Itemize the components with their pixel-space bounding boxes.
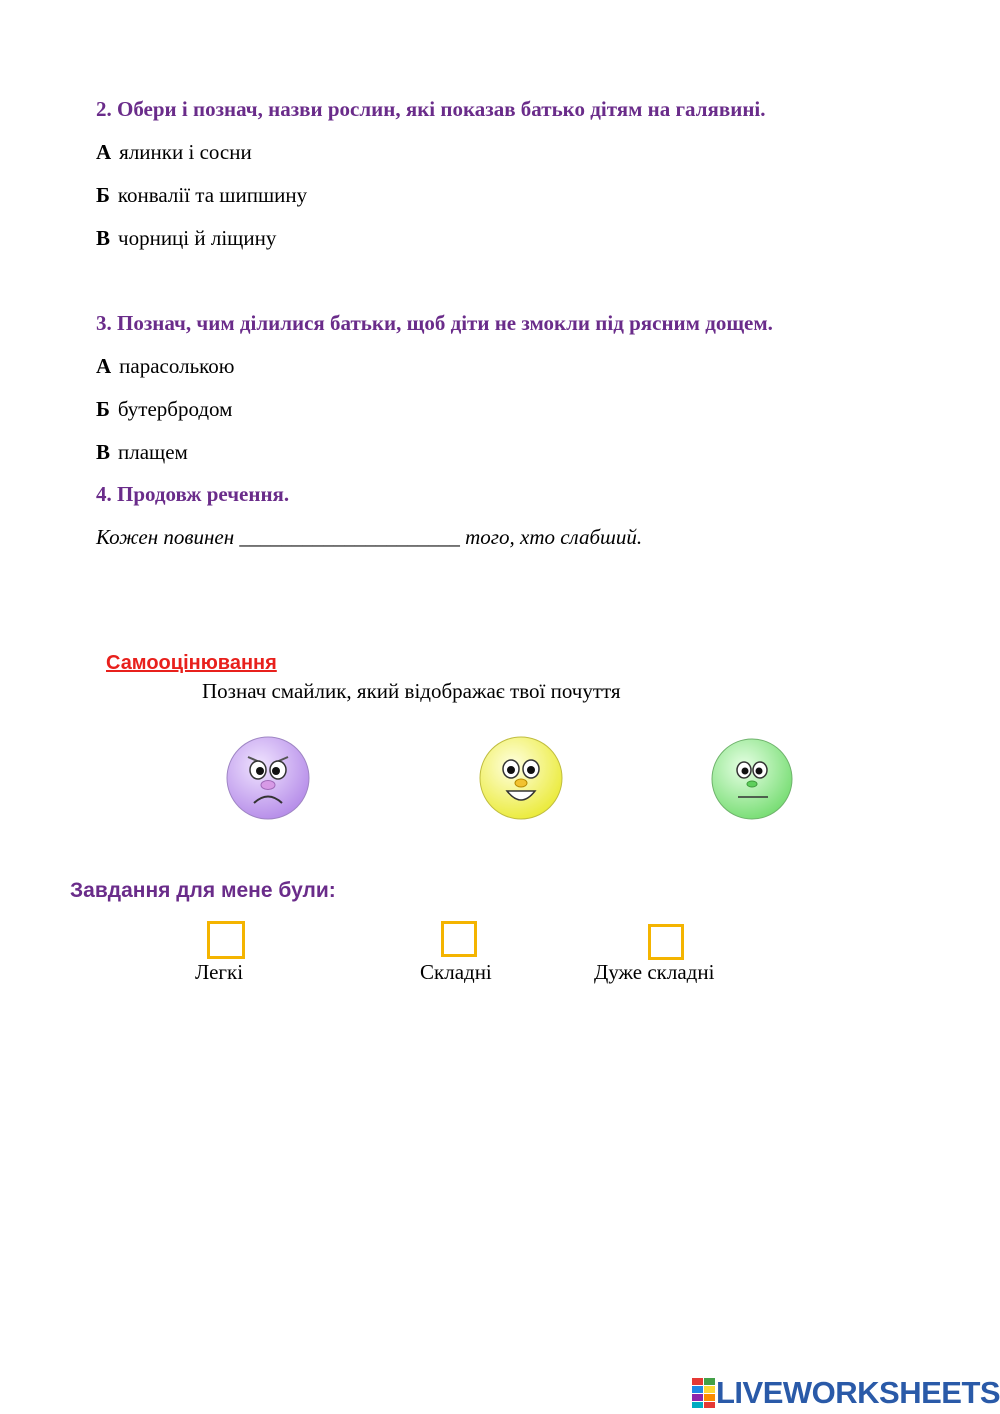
sad-smiley[interactable] [224,735,314,823]
self-assessment-instruction: Познач смайлик, який відображає твої почуття [202,679,621,703]
liveworksheets-logo [692,1375,1000,1411]
option-text: чорниці й ліщину [118,226,277,250]
question-2-title: 2. Обери і познач, назви рослин, які показав батько дітям на галявині. [96,97,766,121]
option-text: конвалії та шипшину [117,183,308,207]
difficult-checkbox[interactable] [441,921,477,957]
option-letter: В [96,226,111,250]
option-letter: В [96,440,111,464]
q2-option-a[interactable] [96,140,252,165]
q3-option-b[interactable] [96,397,232,422]
q3-option-c[interactable] [96,440,188,465]
option-letter: Б [96,397,110,421]
answer-blank[interactable]: _____________________ [239,525,460,549]
question-4-title: 4. Продовж речення. [96,482,290,506]
option-text: парасолькою [119,354,235,378]
q2-option-c[interactable] [96,226,276,251]
q2-option-b[interactable] [96,183,307,208]
option-text: плащем [118,440,188,464]
difficulty-title: Завдання для мене були: [70,879,336,902]
very-difficult-checkbox[interactable] [648,924,684,960]
question-3-title: 3. Познач, чим ділилися батьки, щоб діти не змокли під рясним дощем. [96,311,773,335]
sentence-completion [96,525,642,550]
option-letter: А [96,140,112,164]
sentence-end: того, хто слабший. [465,525,643,549]
neutral-smiley[interactable] [710,737,796,823]
q3-option-a[interactable] [96,354,234,379]
logo-text: LIVEWORKSHEETS [716,1375,1000,1410]
option-text: ялинки і сосни [119,140,252,164]
option-letter: Б [96,183,110,207]
easy-label: Легкі [195,960,244,984]
sentence-start: Кожен повинен [96,525,235,549]
liveworksheets-logo-icon [692,1378,716,1408]
difficult-label: Складні [420,960,492,984]
happy-smiley[interactable] [477,735,567,823]
option-text: бутербродом [117,397,233,421]
option-letter: А [96,354,112,378]
easy-checkbox[interactable] [207,921,245,959]
very-difficult-label: Дуже складні [594,960,715,984]
self-assessment-title: Самооцінювання [106,652,277,674]
